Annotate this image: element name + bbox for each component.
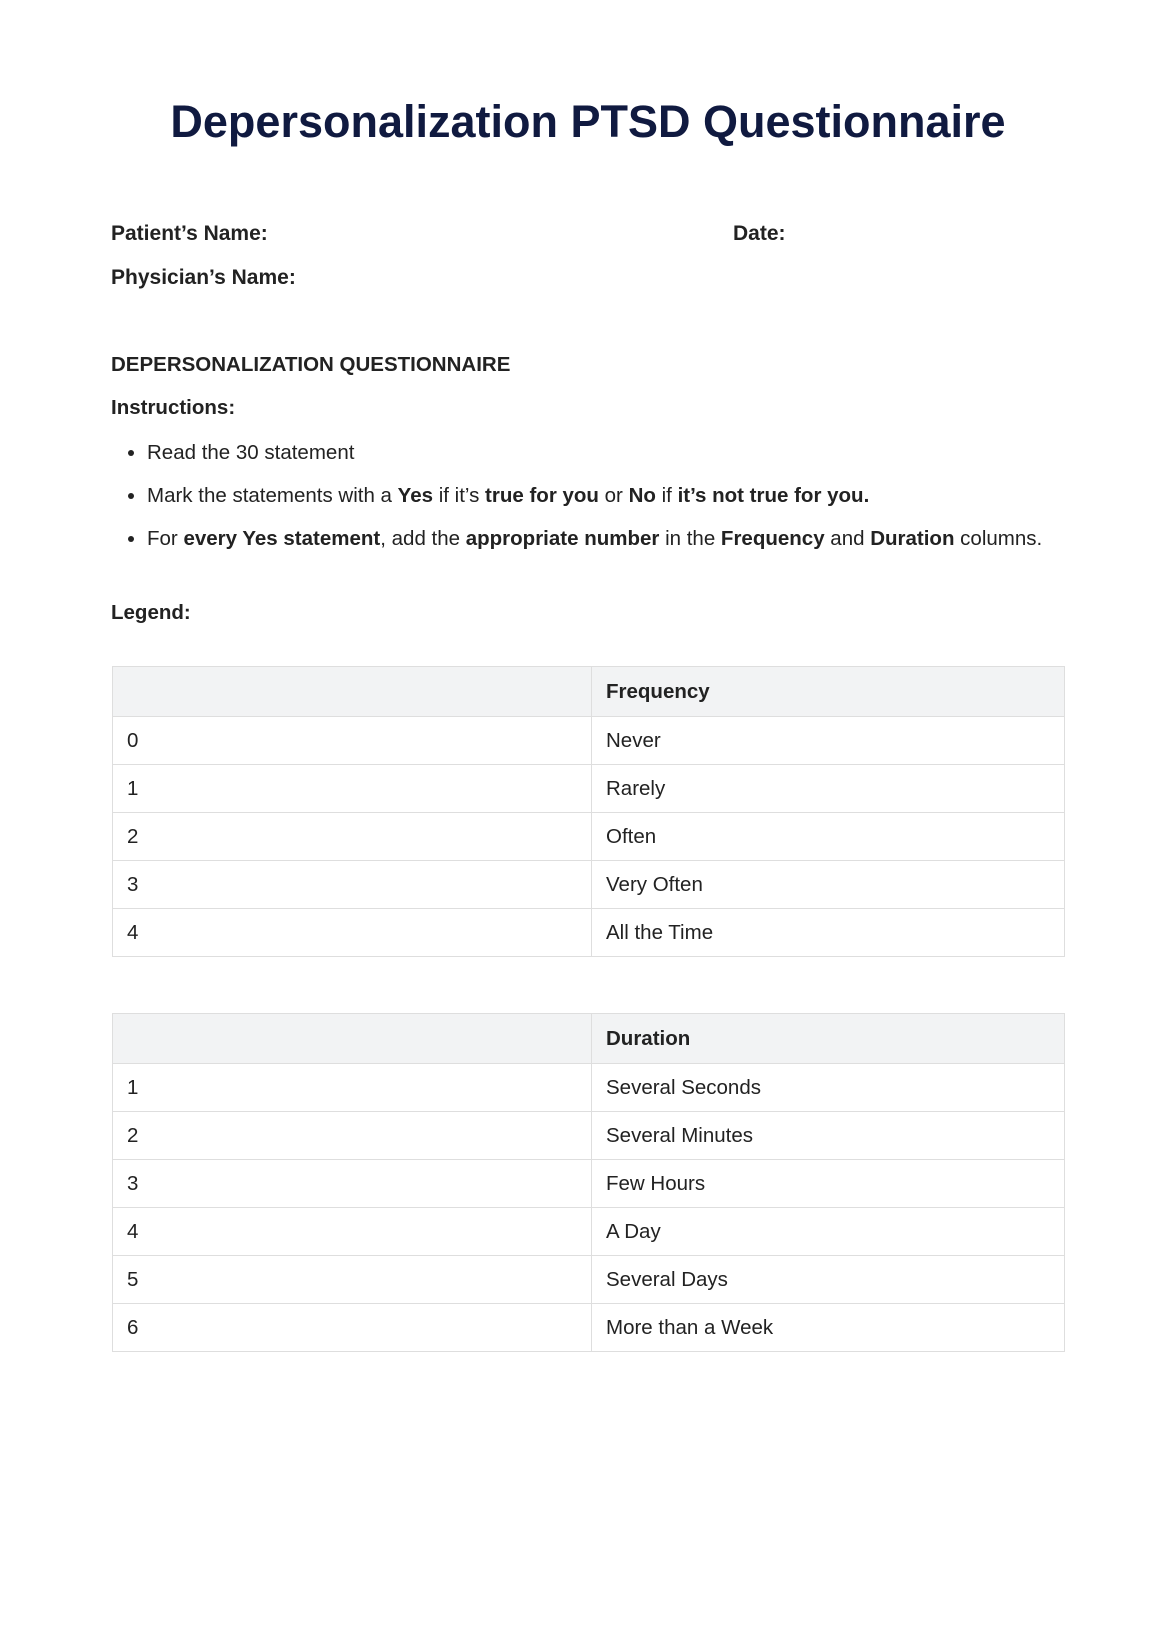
table-row [113,765,1065,813]
table-row [113,861,1065,909]
physician-name-label: Physician’s Name: [111,266,296,289]
legend-meaning-cell: Very Often [592,861,1065,909]
instruction-text: appropriate number [465,527,660,550]
table-row [113,1064,1065,1112]
table-header-cell: Duration [592,1014,1065,1064]
instruction-text: or [598,484,629,507]
instruction-item [147,483,1107,508]
legend-meaning-cell: Never [592,717,1065,765]
table-header-row [113,667,1065,717]
legend-value-cell: 2 [113,1112,592,1160]
legend-meaning-cell: Often [592,813,1065,861]
page-title: Depersonalization PTSD Questionnaire [170,96,1006,147]
legend-meaning-cell: More than a Week [592,1304,1065,1352]
instructions-label: Instructions: [111,396,236,419]
table-row [113,1160,1065,1208]
instruction-text: if [655,484,678,507]
instruction-text: Mark the statements with a [147,484,398,507]
patient-name-label: Patient’s Name: [111,222,268,245]
legend-value-cell: 3 [113,1160,592,1208]
legend-value-cell: 1 [113,1064,592,1112]
legend-meaning-cell: All the Time [592,909,1065,957]
table-row [113,909,1065,957]
instruction-text: true for you [485,484,599,507]
legend-label: Legend: [111,601,191,624]
duration-legend-table [112,1013,1065,1352]
instruction-text: Read the 30 statement [147,441,355,464]
instruction-text: Frequency [720,527,825,550]
legend-value-cell: 3 [113,861,592,909]
instruction-text: , add the [380,527,466,550]
table-row [113,1256,1065,1304]
legend-value-cell: 4 [113,1208,592,1256]
legend-value-cell: 6 [113,1304,592,1352]
instruction-text: Duration [870,527,955,550]
legend-value-cell: 0 [113,717,592,765]
table-header-row [113,1014,1065,1064]
frequency-legend-table [112,666,1065,957]
legend-meaning-cell: Few Hours [592,1160,1065,1208]
legend-value-cell: 4 [113,909,592,957]
table-row [113,1304,1065,1352]
instruction-text: Yes [397,484,434,507]
instruction-item [147,526,1107,551]
table-header-cell [113,667,592,717]
legend-meaning-cell: Several Minutes [592,1112,1065,1160]
instruction-text: columns. [954,527,1043,550]
instruction-text: if it’s [433,484,486,507]
table-header-cell [113,1014,592,1064]
instruction-text: and [824,527,871,550]
table-row [113,1112,1065,1160]
instruction-text: in the [659,527,721,550]
legend-value-cell: 1 [113,765,592,813]
table-row [113,1208,1065,1256]
legend-meaning-cell: Several Seconds [592,1064,1065,1112]
section-title: DEPERSONALIZATION QUESTIONNAIRE [111,353,511,376]
table-row [113,717,1065,765]
instruction-text: No [628,484,656,507]
legend-value-cell: 5 [113,1256,592,1304]
instruction-text: it’s not true for you. [677,484,870,507]
table-row [113,813,1065,861]
legend-meaning-cell: A Day [592,1208,1065,1256]
legend-value-cell: 2 [113,813,592,861]
instruction-text: For [147,527,184,550]
table-header-cell: Frequency [592,667,1065,717]
instruction-text: every Yes statement [183,527,381,550]
legend-meaning-cell: Several Days [592,1256,1065,1304]
instructions-list [111,440,1107,569]
legend-meaning-cell: Rarely [592,765,1065,813]
instruction-item [147,440,1107,465]
date-label: Date: [733,222,786,245]
